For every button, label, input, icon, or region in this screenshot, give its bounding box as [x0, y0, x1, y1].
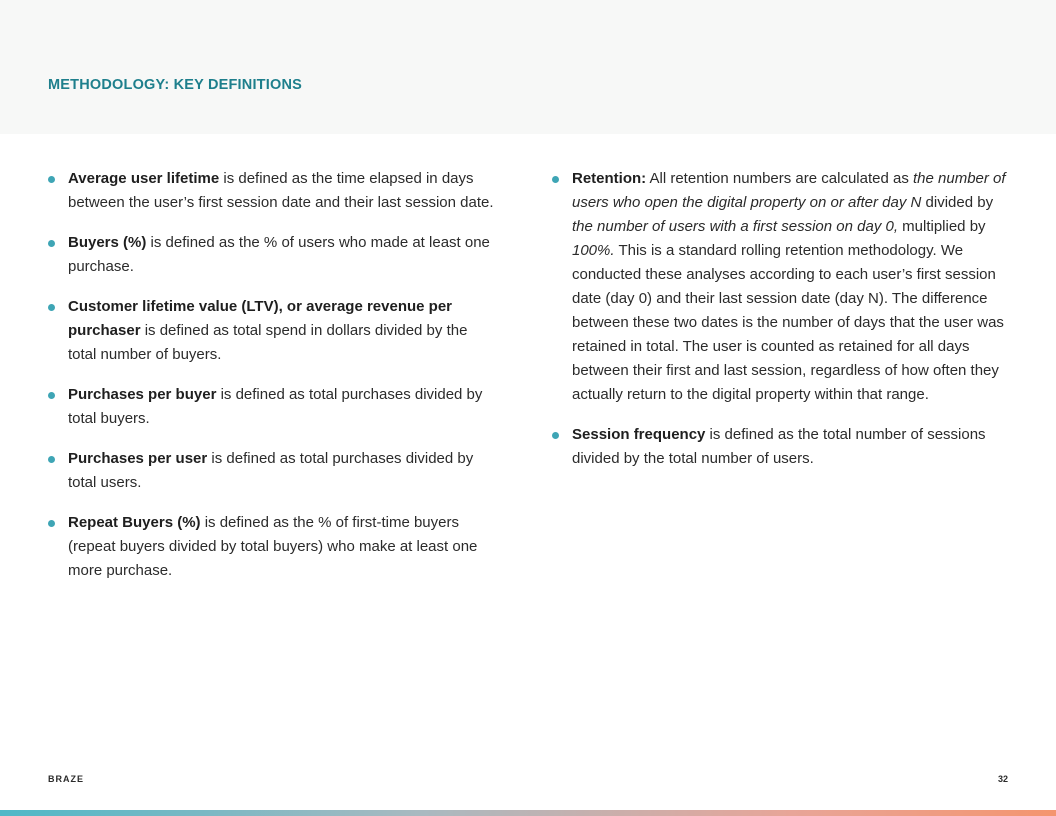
definition-term: Repeat Buyers (%) [68, 514, 201, 531]
header-band [0, 0, 1056, 134]
definition-emphasis: 100%. [572, 242, 615, 259]
definition-text: is defined as total purchases divided by total users. [68, 450, 474, 491]
definition-list-right [552, 167, 1008, 471]
definition-term: Average user lifetime [68, 170, 220, 187]
definition-text: is defined as total purchases divided by total buyers. [68, 386, 483, 427]
definition-term: Session frequency [572, 426, 706, 443]
definition-text: This is a standard rolling retention methodology. We conducted these analyses according to each user’s first session date (day 0) and their last session date (day N). The difference between these two dates is the number of days that the user was retained in total. The user is counted as retained for all days between their first and last session, regardless of how often they actually return to the digital property within that range. [572, 242, 1004, 403]
definition-purchases-per-user [48, 447, 498, 495]
definition-customer-ltv [48, 295, 498, 367]
definition-buyers [48, 231, 498, 279]
definition-purchases-per-buyer [48, 383, 498, 431]
right-column [552, 167, 1008, 487]
definition-session-frequency [552, 423, 1008, 471]
definition-emphasis: the number of users who open the digital property on or after day N [572, 170, 1006, 211]
footer-gradient-bar [0, 810, 1056, 816]
definition-term: Purchases per buyer [68, 386, 217, 403]
bullet-icon [48, 304, 55, 311]
page-number: 32 [997, 774, 1008, 784]
definition-average-user-lifetime [48, 167, 498, 215]
definition-term: Retention: [572, 170, 647, 187]
definition-retention [552, 167, 1008, 407]
definition-term: Customer lifetime value (LTV), or average revenue per purchaser [68, 298, 453, 339]
definition-term: Buyers (%) [68, 234, 147, 251]
bullet-icon [48, 176, 55, 183]
bullet-icon [48, 240, 55, 247]
definition-emphasis: the number of users with a first session on day 0, [572, 218, 898, 235]
definition-term: Purchases per user [68, 450, 208, 467]
definition-text: divided by [921, 194, 994, 211]
bullet-icon [48, 520, 55, 527]
bullet-icon [48, 392, 55, 399]
bullet-icon [552, 176, 559, 183]
definition-repeat-buyers [48, 511, 498, 583]
page-title: METHODOLOGY: KEY DEFINITIONS [48, 77, 302, 93]
bullet-icon [552, 432, 559, 439]
definition-text: All retention numbers are calculated as [646, 170, 913, 187]
definition-text: multiplied by [898, 218, 986, 235]
definition-text: is defined as total spend in dollars divided by the total number of buyers. [68, 322, 468, 363]
footer-brand: BRAZE [48, 774, 84, 784]
definition-text: is defined as the time elapsed in days between the user’s first session date and their last session date. [68, 170, 494, 211]
definition-text: is defined as the % of first-time buyers (repeat buyers divided by total buyers) who make at least one more purchase. [68, 514, 478, 579]
definition-text: is defined as the % of users who made at least one purchase. [68, 234, 490, 275]
definition-list-left [48, 167, 498, 583]
bullet-icon [48, 456, 55, 463]
left-column [48, 167, 498, 599]
definition-text: is defined as the total number of sessions divided by the total number of users. [572, 426, 986, 467]
